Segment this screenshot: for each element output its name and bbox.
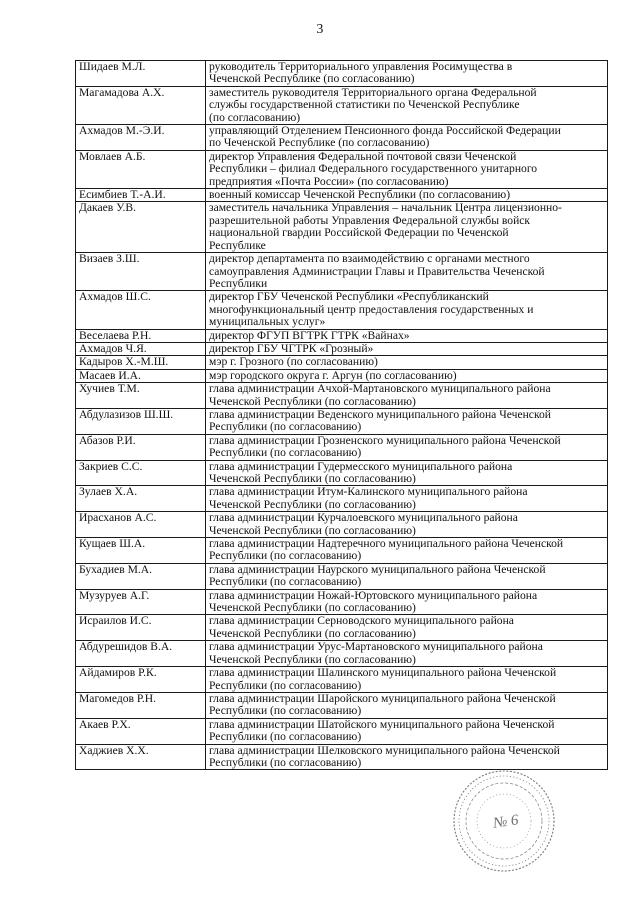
- table-row: [76, 356, 608, 369]
- table-row: [76, 744, 608, 770]
- member-role: руководитель Территориального управления Росимущества в Чеченской Республике (по согласованию): [206, 61, 608, 87]
- member-role: заместитель начальника Управления – начальник Центра лицензионно- разрешительной работы Управления Федеральной службы войск национальной гвардии Российской Федерации по Чеченской Республике: [206, 202, 608, 253]
- table-row: [76, 291, 608, 329]
- member-role: директор ГБУ Чеченской Республики «Республиканский многофункциональный центр предоставления государственных и муниципальных услуг»: [206, 291, 608, 329]
- table-row: [76, 253, 608, 291]
- member-role: директор ГБУ ЧГТРК «Грозный»: [206, 342, 608, 355]
- member-role: глава администрации Шелковского муниципального района Чеченской Республики (по согласованию): [206, 744, 608, 770]
- table-row: [76, 563, 608, 589]
- member-name: Айдамиров Р.К.: [76, 667, 206, 693]
- table-row: [76, 342, 608, 355]
- member-role: глава администрации Веденского муниципального района Чеченской Республики (по согласованию): [206, 408, 608, 434]
- member-role: заместитель руководителя Территориального органа Федеральной службы государственной статистики по Чеченской Республике (по согласованию): [206, 86, 608, 124]
- member-name: Абдулазизов Ш.Ш.: [76, 408, 206, 434]
- member-name: Веселаева Р.Н.: [76, 329, 206, 342]
- member-name: Закриев С.С.: [76, 460, 206, 486]
- table-row: [76, 383, 608, 409]
- stamp-seal-icon: [451, 768, 557, 874]
- members-table-body: [76, 61, 608, 770]
- member-role: глава администрации Ачхой-Мартановского муниципального района Чеченской Республики (по согласованию): [206, 383, 608, 409]
- member-role: директор департамента по взаимодействию с органами местного самоуправления Администрации Главы и Правительства Чеченской Республики: [206, 253, 608, 291]
- member-name: Магамадова А.Х.: [76, 86, 206, 124]
- members-table: [75, 60, 608, 770]
- member-role: глава администрации Курчалоевского муниципального района Чеченской Республики (по согласованию): [206, 512, 608, 538]
- member-name: Ахмадов Ч.Я.: [76, 342, 206, 355]
- member-name: Кущаев Ш.А.: [76, 538, 206, 564]
- table-row: [76, 369, 608, 382]
- member-name: Визаев З.Ш.: [76, 253, 206, 291]
- member-name: Ирасханов А.С.: [76, 512, 206, 538]
- member-role: глава администрации Шатойского муниципального района Чеченской Республики (по согласованию): [206, 718, 608, 744]
- member-name: Абдурешидов В.А.: [76, 641, 206, 667]
- member-name: Масаев И.А.: [76, 369, 206, 382]
- member-name: Мовлаев А.Б.: [76, 150, 206, 188]
- table-row: [76, 538, 608, 564]
- member-name: Хаджиев Х.Х.: [76, 744, 206, 770]
- table-row: [76, 150, 608, 188]
- table-row: [76, 667, 608, 693]
- table-row: [76, 641, 608, 667]
- table-row: [76, 61, 608, 87]
- member-role: мэр г. Грозного (по согласованию): [206, 356, 608, 369]
- member-role: директор ФГУП ВГТРК ГТРК «Вайнах»: [206, 329, 608, 342]
- member-name: Шидаев М.Л.: [76, 61, 206, 87]
- member-role: глава администрации Итум-Калинского муниципального района Чеченской Республики (по согласованию): [206, 486, 608, 512]
- stamp-text: № 6: [492, 812, 520, 832]
- member-name: Зулаев Х.А.: [76, 486, 206, 512]
- table-row: [76, 86, 608, 124]
- member-name: Акаев Р.Х.: [76, 718, 206, 744]
- member-name: Ахмадов М.-Э.И.: [76, 125, 206, 151]
- table-row: [76, 434, 608, 460]
- table-row: [76, 692, 608, 718]
- member-name: Кадыров Х.-М.Ш.: [76, 356, 206, 369]
- table-row: [76, 408, 608, 434]
- table-row: [76, 460, 608, 486]
- member-role: глава администрации Надтеречного муниципального района Чеченской Республики (по согласованию): [206, 538, 608, 564]
- member-role: глава администрации Грозненского муниципального района Чеченской Республики (по согласованию): [206, 434, 608, 460]
- table-row: [76, 125, 608, 151]
- table-row: [76, 329, 608, 342]
- member-role: глава администрации Наурского муниципального района Чеченской Республики (по согласованию): [206, 563, 608, 589]
- table-row: [76, 512, 608, 538]
- official-stamp: [451, 768, 557, 874]
- member-name: Хучиев Т.М.: [76, 383, 206, 409]
- member-role: глава администрации Ножай-Юртовского муниципального района Чеченской Республики (по согласованию): [206, 589, 608, 615]
- member-name: Абазов Р.И.: [76, 434, 206, 460]
- member-role: глава администрации Шаройского муниципального района Чеченской Республики (по согласованию): [206, 692, 608, 718]
- member-name: Магомедов Р.Н.: [76, 692, 206, 718]
- page-number: 3: [316, 22, 324, 37]
- table-row: [76, 615, 608, 641]
- table-row: [76, 718, 608, 744]
- member-name: Ахмадов Ш.С.: [76, 291, 206, 329]
- member-role: военный комиссар Чеченской Республики (по согласованию): [206, 189, 608, 202]
- member-name: Музуруев А.Г.: [76, 589, 206, 615]
- table-row: [76, 202, 608, 253]
- member-name: Дакаев У.В.: [76, 202, 206, 253]
- member-name: Есимбиев Т.-А.И.: [76, 189, 206, 202]
- member-role: глава администрации Серноводского муниципального района Чеченской Республики (по согласованию): [206, 615, 608, 641]
- member-role: мэр городского округа г. Аргун (по согласованию): [206, 369, 608, 382]
- member-role: глава администрации Урус-Мартановского муниципального района Чеченской Республики (по согласованию): [206, 641, 608, 667]
- table-row: [76, 189, 608, 202]
- member-role: глава администрации Шалинского муниципального района Чеченской Республики (по согласованию): [206, 667, 608, 693]
- member-name: Бухадиев М.А.: [76, 563, 206, 589]
- table-row: [76, 486, 608, 512]
- member-role: глава администрации Гудермесского муниципального района Чеченской Республики (по согласованию): [206, 460, 608, 486]
- member-role: директор Управления Федеральной почтовой связи Чеченской Республики – филиал Федерального государственного унитарного предприятия «Почта России» (по согласованию): [206, 150, 608, 188]
- table-row: [76, 589, 608, 615]
- member-role: управляющий Отделением Пенсионного фонда Российской Федерации по Чеченской Республике (по согласованию): [206, 125, 608, 151]
- member-name: Исраилов И.С.: [76, 615, 206, 641]
